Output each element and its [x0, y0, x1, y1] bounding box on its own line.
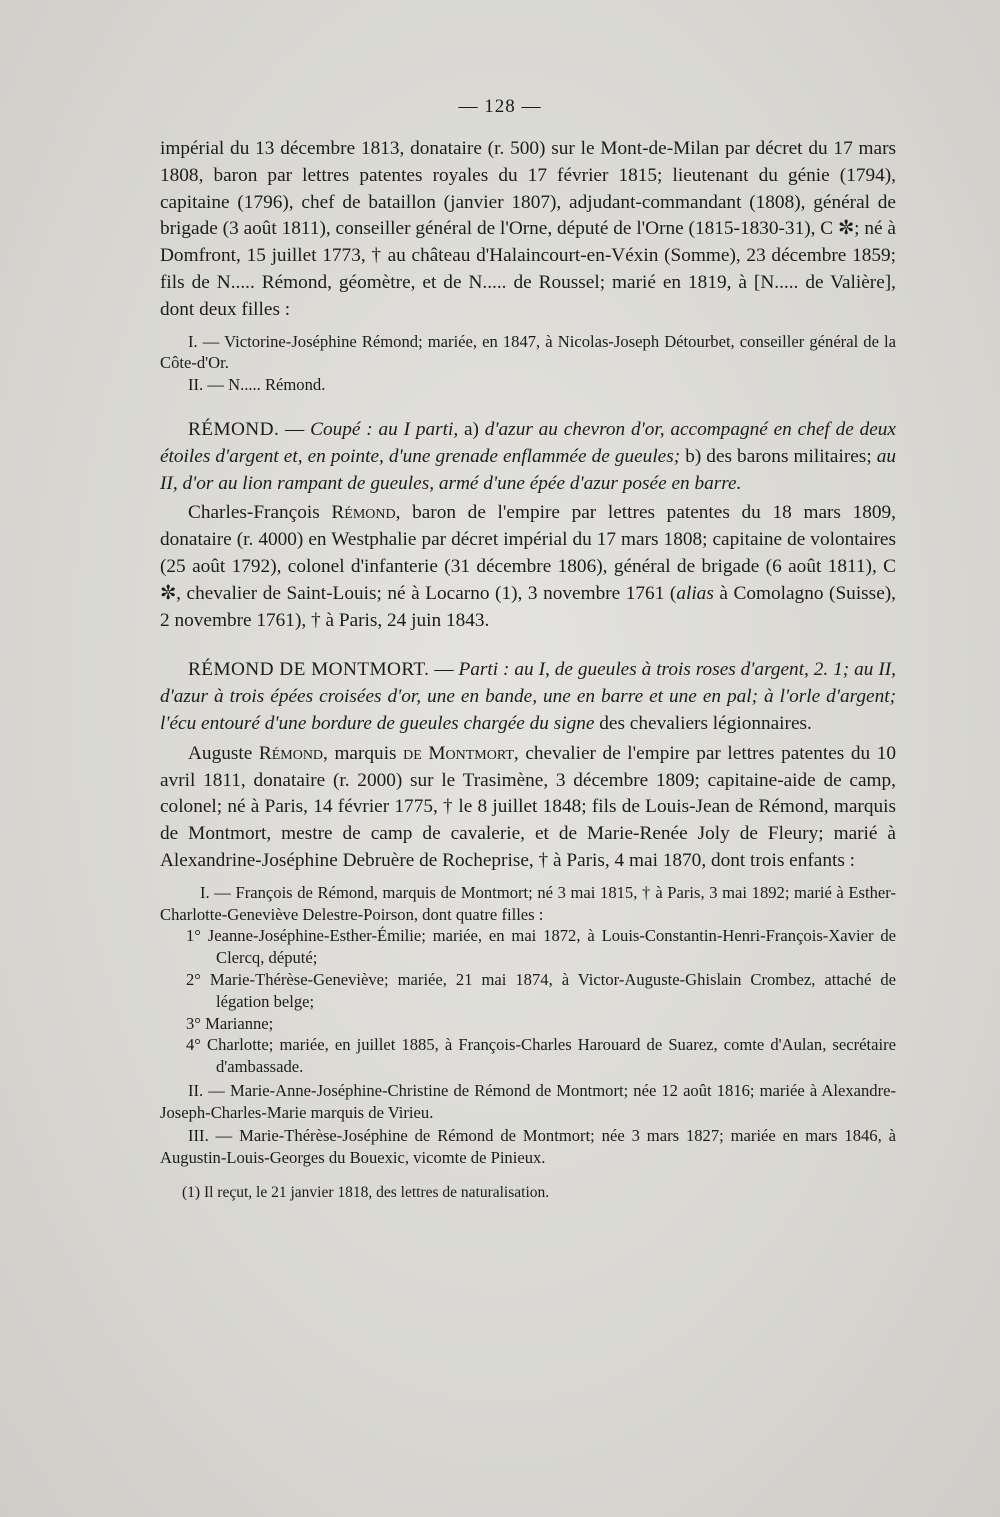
montmort-bio-de: de	[403, 742, 422, 764]
montmort-dash: —	[429, 659, 459, 681]
montmort-bio-mid: , marquis	[323, 742, 404, 764]
remond-arms	[160, 417, 896, 497]
montmort-arms	[160, 657, 896, 737]
page-number: — 128 —	[458, 96, 542, 117]
remond-arms-b: a)	[463, 418, 485, 440]
montmort-heading: RÉMOND DE MONTMORT.	[188, 659, 430, 681]
page-body	[160, 136, 896, 1203]
remond-dash: —	[279, 418, 311, 440]
remond-arms-c: d'azur au chevron d'or, accompagné en chef de deux étoiles d'argent et, en pointe, d'une grenade enflammée de gueules;	[160, 418, 896, 467]
remond-bio-name-a: Charles-François	[188, 502, 332, 524]
daughter-2: 2° Marie-Thérèse-Geneviève; mariée, 21 mai 1874, à Victor-Auguste-Ghislain Crombez, attaché de légation belge;	[186, 969, 896, 1011]
daughter-1: 1° Jeanne-Joséphine-Esther-Émilie; mariée, en mai 1872, à Louis-Constantin-Henri-François-Xavier de Clercq, député;	[186, 926, 896, 968]
montmort-children	[160, 882, 896, 1169]
montmort-child-1: I. — François de Rémond, marquis de Montmort; né 3 mai 1815, † à Paris, 3 mai 1892; marié à Esther-Charlotte-Geneviève Delestre-Poirson, dont quatre filles :	[160, 882, 896, 924]
remond-arms-a: Coupé : au I parti,	[310, 418, 464, 440]
montmort-bio-name-b: Rémond	[258, 742, 324, 764]
montmort-bio-name-c: Montmort	[428, 742, 514, 764]
daughters-list	[160, 925, 896, 1078]
remond-bio-text-end: à Comolagno (Suisse), 2 novembre 1761), † à Paris, 24 juin 1843.	[160, 582, 896, 631]
montmort-child-2: II. — Marie-Anne-Joséphine-Christine de Rémond de Montmort; née 12 août 1816; mariée à Alexandre-Joseph-Charles-Marie marquis de Virieu.	[160, 1080, 896, 1122]
montmort-arms-b: des chevaliers légionnaires.	[594, 712, 812, 734]
montmort-bio	[160, 741, 896, 875]
intro-child-1: I. — Victorine-Joséphine Rémond; mariée, en 1847, à Nicolas-Joseph Détourbet, conseiller général de la Côte-d'Or.	[160, 331, 896, 373]
remond-arms-d: b) des barons militaires;	[680, 445, 877, 467]
montmort-child-3: III. — Marie-Thérèse-Joséphine de Rémond de Montmort; née 3 mars 1827; mariée en mars 1846, à Augustin-Louis-Georges du Bouexic, vicomte de Pinieux.	[160, 1126, 896, 1168]
remond-bio	[160, 500, 896, 634]
montmort-bio-text: , chevalier de l'empire par lettres patentes du 10 avril 1811, donataire (r. 2000) sur le Trasimène, 3 décembre 1809; capitaine-aide de camp, colonel; né à Paris, 14 février 1775, † le 8 juillet 1848; fils de Louis-Jean de Rémond, marquis de Montmort, mestre de camp de cavalerie, et de Marie-Renée Joly de Fleury; marié à Alexandrine-Joséphine Debruère de Rocheprise, † à Paris, 4 mai 1870, dont trois enfants :	[160, 742, 896, 871]
daughter-3: 3° Marianne;	[186, 1013, 274, 1033]
montmort-arms-a: Parti : au I, de gueules à trois roses d'argent, 2. 1; au II, d'azur à trois épées croisées d'or, une en bande, une en barre et une en pal; à l'orle d'argent; l'écu entouré d'une bordure de gueules chargée du signe	[160, 659, 896, 734]
remond-bio-text: , baron de l'empire par lettres patentes du 18 mars 1809, donataire (r. 4000) en Westphalie par décret impérial du 17 mars 1808; capitaine de volontaires (25 août 1792), colonel d'infanterie (31 décembre 1806), général de brigade (6 août 1811), C ✼, chevalier de Saint-Louis; né à Locarno (1), 3 novembre 1761 (	[160, 502, 896, 604]
montmort-bio-name-a: Auguste	[188, 742, 259, 764]
intro-paragraph: impérial du 13 décembre 1813, donataire (r. 500) sur le Mont-de-Milan par décret du 17 mars 1808, baron par lettres patentes royales du 17 février 1815; lieutenant du génie (1794), capitaine (1796), chef de bataillon (janvier 1807), adjudant-commandant (1808), général de brigade (3 août 1811), conseiller général de l'Orne, député de l'Orne (1815-1830-31), C ✼; né à Domfront, 15 juillet 1773, † au château d'Halaincourt-en-Véxin (Somme), 23 décembre 1859; fils de N..... Rémond, géomètre, et de N..... de Roussel; marié en 1819, à [N..... de Valière], dont deux filles :	[160, 138, 896, 320]
remond-bio-name-b: Rémond	[331, 502, 396, 524]
daughter-4: 4° Charlotte; mariée, en juillet 1885, à François-Charles Harouard de Suarez, comte d'Aulan, secrétaire d'ambassade.	[186, 1035, 896, 1077]
remond-heading: RÉMOND.	[188, 418, 280, 440]
intro-children	[160, 331, 896, 396]
remond-bio-alias: alias	[676, 582, 714, 604]
remond-arms-e: au II, d'or au lion rampant de gueules, armé d'une épée d'azur posée en barre.	[160, 445, 896, 494]
intro-child-2: II. — N..... Rémond.	[188, 375, 326, 395]
footnote: (1) Il reçut, le 21 janvier 1818, des lettres de naturalisation.	[182, 1184, 550, 1202]
